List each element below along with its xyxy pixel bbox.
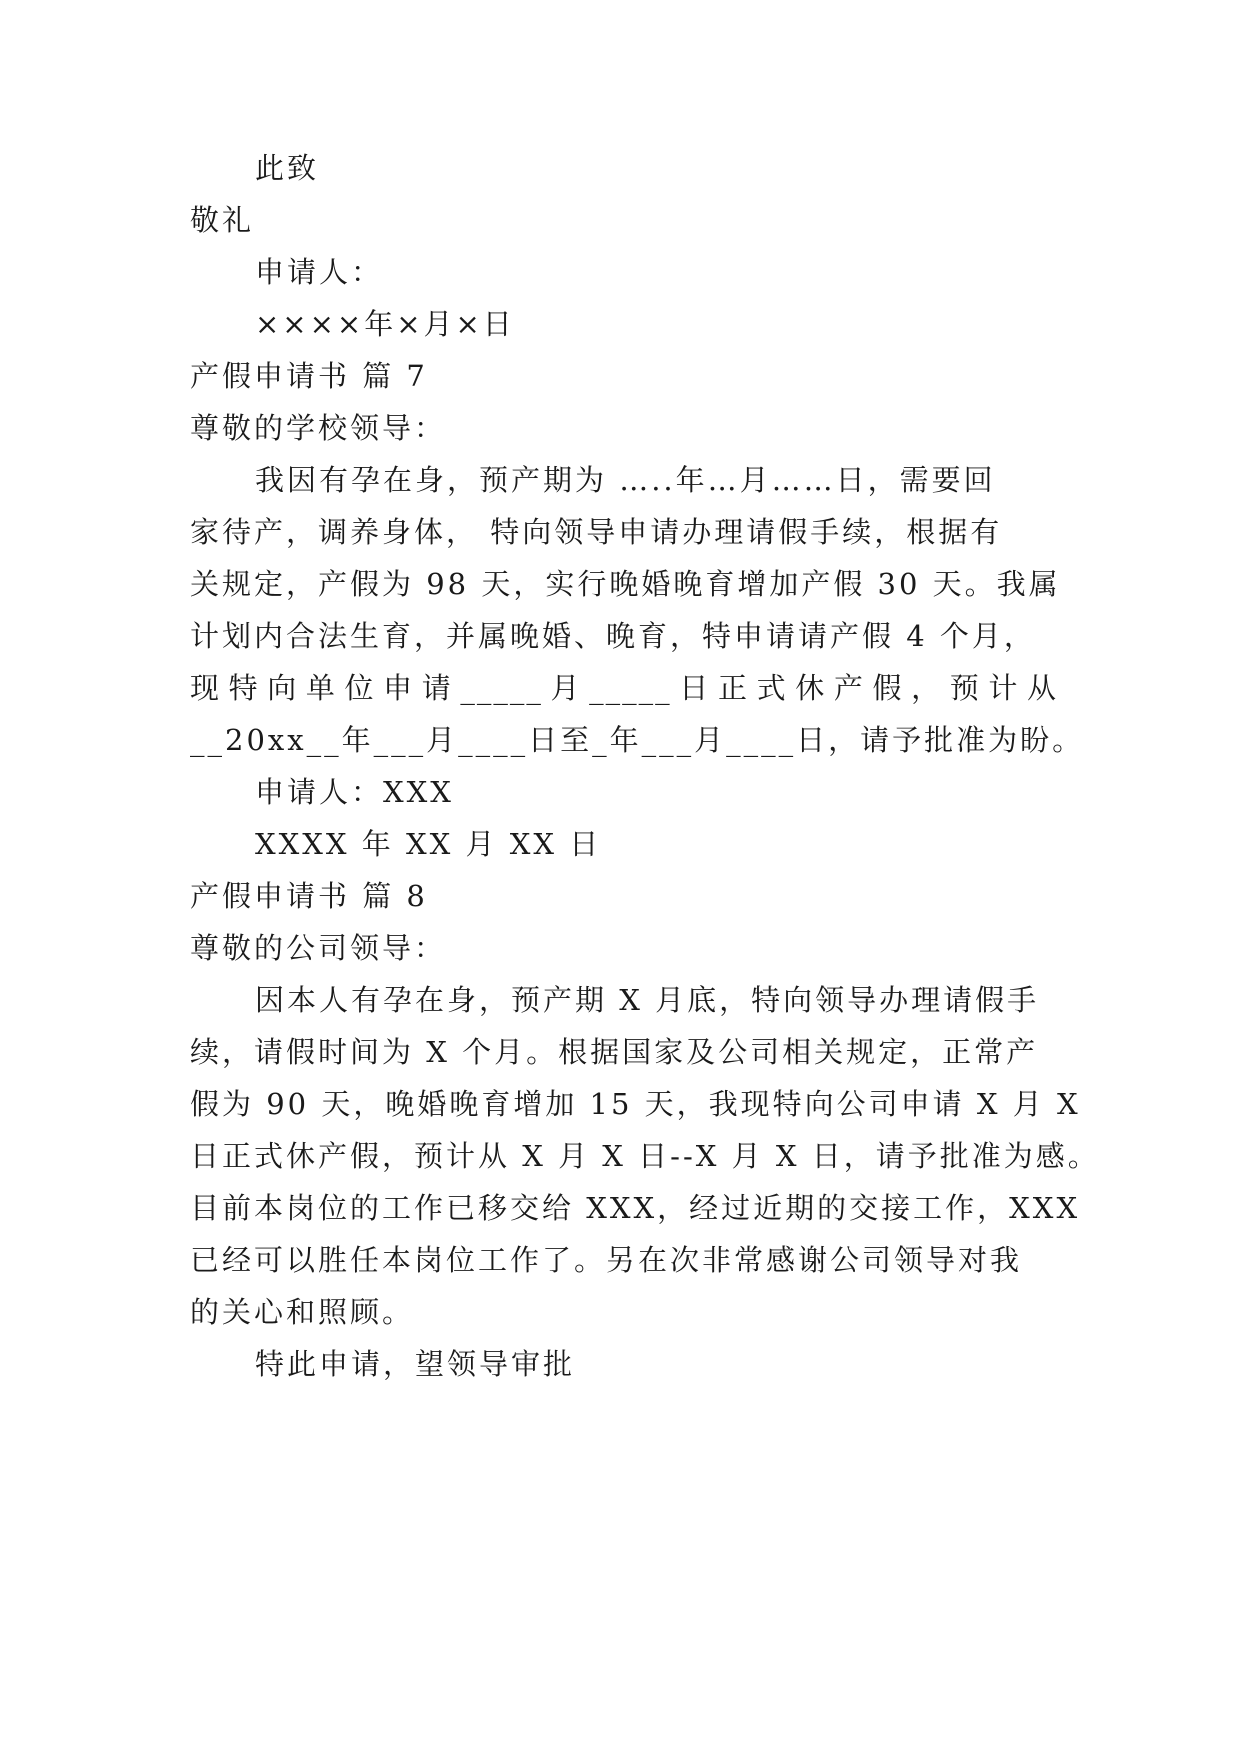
section-8-body-line: 已经可以胜任本岗位工作了。另在次非常感谢公司领导对我 (190, 1243, 1023, 1277)
section-8-title: 产假申请书 篇 8 (190, 879, 428, 913)
section-8-body-line: 日正式休产假，预计从 X 月 X 日--X 月 X 日，请予批准为感。 (190, 1139, 1100, 1173)
section-7-body-line: 关规定，产假为 98 天，实行晚婚晚育增加产假 30 天。我属 (190, 567, 1061, 601)
section-8-greeting: 尊敬的公司领导： (190, 931, 447, 965)
section-8-body-line: 的关心和照顾。 (190, 1295, 415, 1329)
section-7-body-line: __20xx__年___月____日至_年___月____日，请予批准为盼。 (190, 723, 1085, 757)
section-8-body-line: 目前本岗位的工作已移交给 XXX，经过近期的交接工作，XXX (190, 1191, 1081, 1225)
section-8-closing: 特此申请，望领导审批 (255, 1347, 576, 1381)
closing-salutation: 此致 (255, 151, 320, 185)
section-7-date: XXXX 年 XX 月 XX 日 (255, 827, 602, 861)
section-7-body-line: 家待产，调养身体， 特向领导申请办理请假手续，根据有 (190, 515, 1003, 549)
closing-regards: 敬礼 (190, 203, 255, 237)
section-7-body-line: 现特向单位申请_____月_____日正式休产假，预计从 (190, 671, 1058, 705)
applicant-label: 申请人： (255, 255, 384, 289)
section-7-title: 产假申请书 篇 7 (190, 359, 428, 393)
section-7-body-line: 计划内合法生育，并属晚婚、晚育，特申请请产假 4 个月， (190, 619, 1036, 653)
section-7-greeting: 尊敬的学校领导： (190, 411, 447, 445)
section-8-body-line: 续，请假时间为 X 个月。根据国家及公司相关规定，正常产 (190, 1035, 1039, 1069)
closing-date: ××××年×月×日 (255, 307, 515, 341)
section-7-body-line: 我因有孕在身，预产期为 …..年…月……日，需要回 (255, 463, 996, 497)
section-8-body-line: 假为 90 天，晚婚晚育增加 15 天，我现特向公司申请 X 月 X (190, 1087, 1081, 1121)
section-7-applicant: 申请人：XXX (255, 775, 454, 809)
section-8-body-line: 因本人有孕在身，预产期 X 月底，特向领导办理请假手 (255, 983, 1040, 1017)
